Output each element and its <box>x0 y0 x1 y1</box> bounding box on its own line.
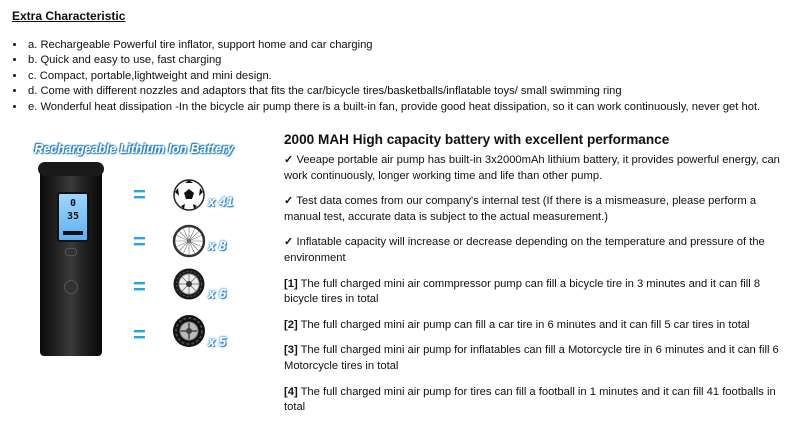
check-mark-icon: ✓ <box>284 195 294 208</box>
feature-item: • d. Come with different nozzles and adaptors that fits the car/bicycle tires/basketballs/inflatable toys/ small swimming ring <box>26 84 800 99</box>
equals-sign: = <box>133 182 146 207</box>
multiplier-label: x 41 <box>208 194 234 209</box>
feature-item: • e. Wonderful heat dissipation -In the bicycle air pump there is a built-in fan, provide good heat dissipation, so it can work continuously, never get hot. <box>26 100 800 115</box>
football-icon <box>172 178 206 212</box>
check-text: Veeape portable air pump has built-in 3x2000mAh lithium battery, it provides powerful energy, can work continuously, longer working time and life than other pump. <box>284 154 780 182</box>
equals-sign: = <box>133 274 146 299</box>
numbered-text: The full charged mini air pump can fill a car tire in 6 minutes and it can fill 5 car tires in total <box>300 318 750 331</box>
battery-info-title: 2000 MAH High capacity battery with excellent performance <box>284 132 670 147</box>
motorcycle-tire-icon <box>172 267 206 301</box>
check-mark-icon: ✓ <box>284 236 294 249</box>
numbered-label: [2] <box>284 318 298 331</box>
multiplier-label: x 6 <box>208 286 227 301</box>
numbered-text: The full charged mini air pump for inflatables can fill a Motorcycle tire in 6 minutes and it can fill 6 Motorcycle tires in total <box>284 344 779 372</box>
equals-sign: = <box>133 322 146 347</box>
numbered-label: [3] <box>284 344 298 357</box>
lcd-reading-top: 0 <box>69 198 77 209</box>
check-text: Inflatable capacity will increase or decrease depending on the temperature and pressure of the environment <box>284 236 765 264</box>
feature-item: • a. Rechargeable Powerful tire inflator, support home and car charging <box>26 38 800 53</box>
lcd-battery-bar <box>63 231 83 235</box>
check-text: Test data comes from our company's internal test (If there is a mismeasure, please perform a manual test, accurate data is subject to the actual measurement.) <box>284 195 757 223</box>
pump-nozzle-cap <box>38 162 104 176</box>
feature-item: • c. Compact, portable,lightweight and mini design. <box>26 69 800 84</box>
numbered-label: [4] <box>284 385 298 398</box>
check-item <box>284 153 794 184</box>
air-pump-device <box>40 166 102 356</box>
illustration-title: Rechargeable Lithium Ion Battery <box>34 142 234 156</box>
numbered-item <box>284 277 794 308</box>
numbered-item <box>284 385 794 416</box>
car-tire-icon <box>172 314 206 348</box>
feature-list <box>0 38 800 115</box>
pump-lcd-display <box>57 192 89 242</box>
numbered-text: The full charged mini air commpressor pump can fill a bicycle tire in 3 minutes and it can fill 8 bicycle tires in total <box>284 277 761 306</box>
bicycle-tire-icon <box>172 224 206 258</box>
check-item <box>284 235 794 266</box>
battery-info <box>284 132 794 426</box>
lcd-reading-bottom: 35 <box>66 211 80 222</box>
pump-power-button <box>64 280 78 294</box>
equals-sign: = <box>133 229 146 254</box>
numbered-label: [1] <box>284 277 298 290</box>
feature-item: • b. Quick and easy to use, fast charging <box>26 53 800 68</box>
check-item <box>284 194 794 225</box>
pump-mode-button <box>65 248 77 256</box>
battery-illustration <box>0 138 270 431</box>
section-heading: Extra Characteristic <box>12 9 126 23</box>
multiplier-label: x 5 <box>208 334 227 349</box>
numbered-text: The full charged mini air pump for tires can fill a football in 1 minutes and it can fill 41 footballs in total <box>284 385 776 414</box>
multiplier-label: x 8 <box>208 238 227 253</box>
numbered-item <box>284 343 794 374</box>
check-mark-icon: ✓ <box>284 154 294 166</box>
numbered-item <box>284 318 794 334</box>
